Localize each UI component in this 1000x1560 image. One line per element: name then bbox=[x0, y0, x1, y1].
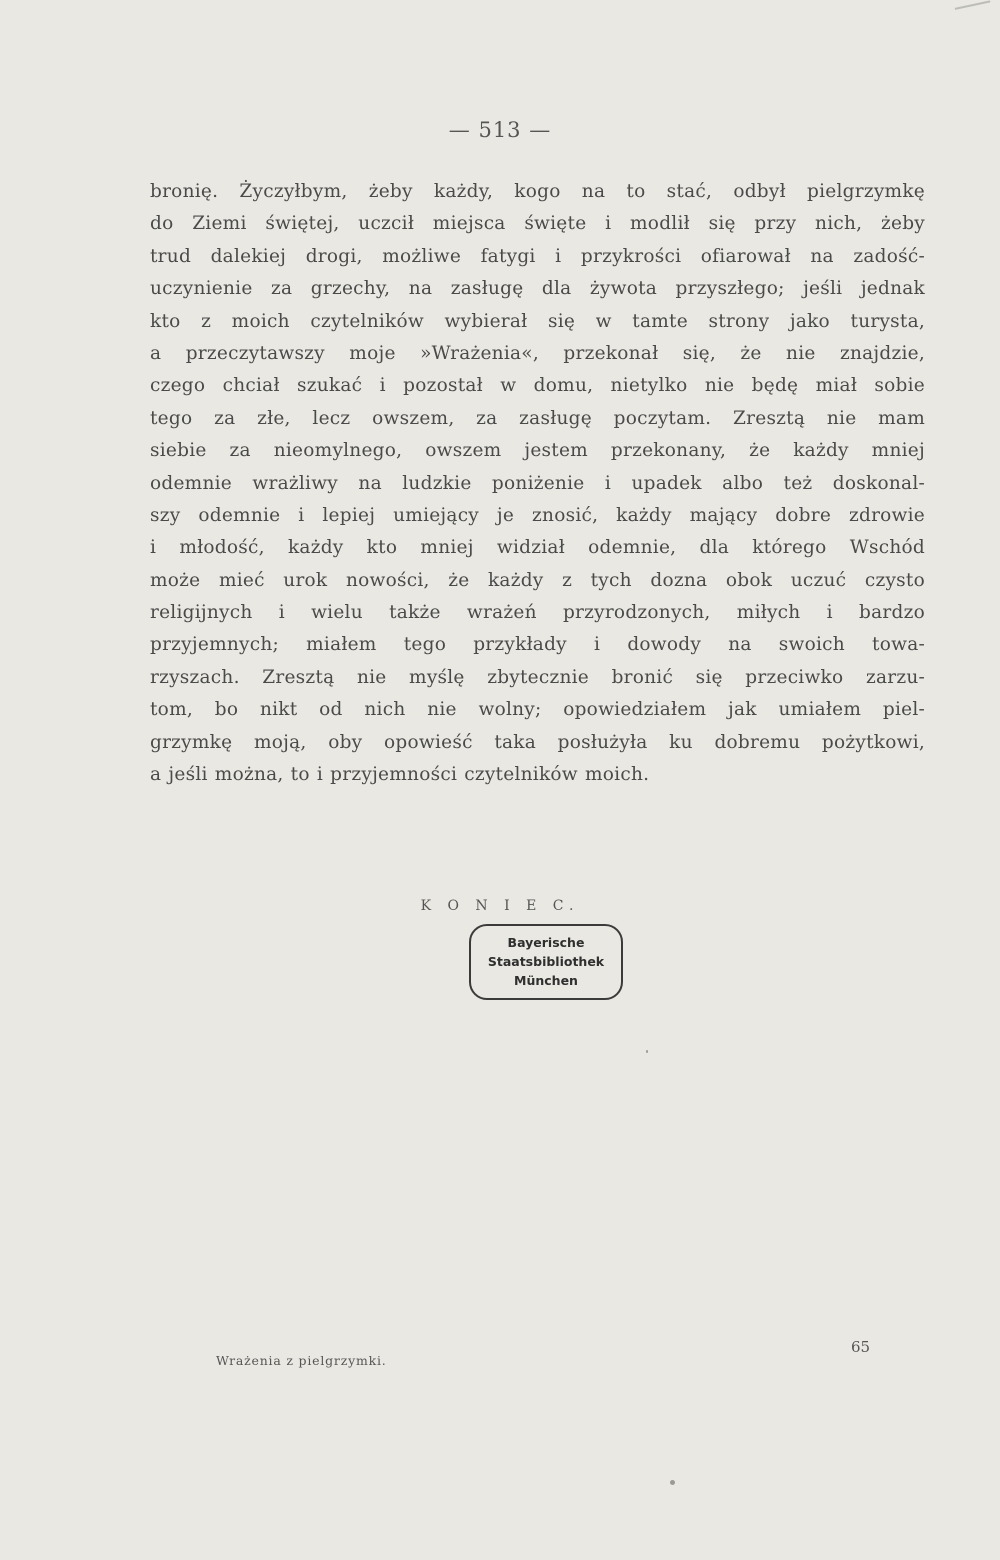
stamp-line: Staatsbibliothek bbox=[487, 954, 605, 969]
text-line: odemnie wrażliwy na ludzkie poniżenie i upadek albo też doskonal- bbox=[150, 472, 925, 494]
text-line: a jeśli można, to i przyjemności czytelników moich. bbox=[150, 764, 650, 786]
text-line: do Ziemi świętej, uczcił miejsca święte i modlił się przy nich, żeby bbox=[150, 213, 925, 235]
footer-book-title: Wrażenia z pielgrzymki. bbox=[216, 1353, 387, 1368]
page-corner-mark bbox=[955, 0, 994, 23]
text-line: tego za złe, lecz owszem, za zasługę poczytam. Zresztą nie mam bbox=[150, 407, 925, 429]
text-line: siebie za nieomylnego, owszem jestem przekonany, że każdy mniej bbox=[150, 440, 925, 462]
paper-speck bbox=[646, 1050, 648, 1053]
text-line: a przeczytawszy moje »Wrażenia«, przekonał się, że nie znajdzie, bbox=[150, 342, 925, 364]
text-line: rzyszach. Zresztą nie myślę zbytecznie bronić się przeciwko zarzu- bbox=[150, 666, 925, 688]
text-line: uczynienie za grzechy, na zasługę dla żywota przyszłego; jeśli jednak bbox=[150, 278, 925, 300]
text-line: bronię. Życzyłbym, żeby każdy, kogo na to stać, odbył pielgrzymkę bbox=[150, 181, 925, 202]
paper-speck bbox=[670, 1480, 675, 1485]
stamp-line: München bbox=[514, 973, 578, 988]
page-number-header: — 513 — bbox=[448, 118, 552, 142]
text-line: tom, bo nikt od nich nie wolny; opowiedziałem jak umiałem piel- bbox=[150, 699, 925, 721]
footer-signature-number: 65 bbox=[851, 1338, 871, 1356]
library-stamp bbox=[469, 924, 623, 1000]
text-line: grzymkę moją, oby opowieść taka posłużyła ku dobremu pożytkowi, bbox=[150, 731, 925, 753]
text-line: czego chciał szukać i pozostał w domu, nietylko nie będę miał sobie bbox=[150, 375, 925, 397]
text-line: przyjemnych; miałem tego przykłady i dowody na swoich towa- bbox=[150, 634, 925, 656]
text-line: może mieć urok nowości, że każdy z tych dozna obok uczuć czysto bbox=[150, 569, 925, 591]
body-text bbox=[150, 176, 925, 791]
text-line: kto z moich czytelników wybierał się w tamte strony jako turysta, bbox=[150, 310, 925, 332]
stamp-line: Bayerische bbox=[507, 935, 585, 950]
text-line: trud dalekiej drogi, możliwe fatygi i przykrości ofiarował na zadość- bbox=[150, 245, 925, 267]
text-line: i młodość, każdy kto mniej widział odemnie, dla którego Wschód bbox=[150, 537, 925, 559]
end-mark: K O N I E C. bbox=[420, 898, 580, 914]
text-line: religijnych i wielu także wrażeń przyrodzonych, miłych i bardzo bbox=[150, 602, 925, 624]
text-line: szy odemnie i lepiej umiejący je znosić, każdy mający dobre zdrowie bbox=[150, 504, 925, 526]
